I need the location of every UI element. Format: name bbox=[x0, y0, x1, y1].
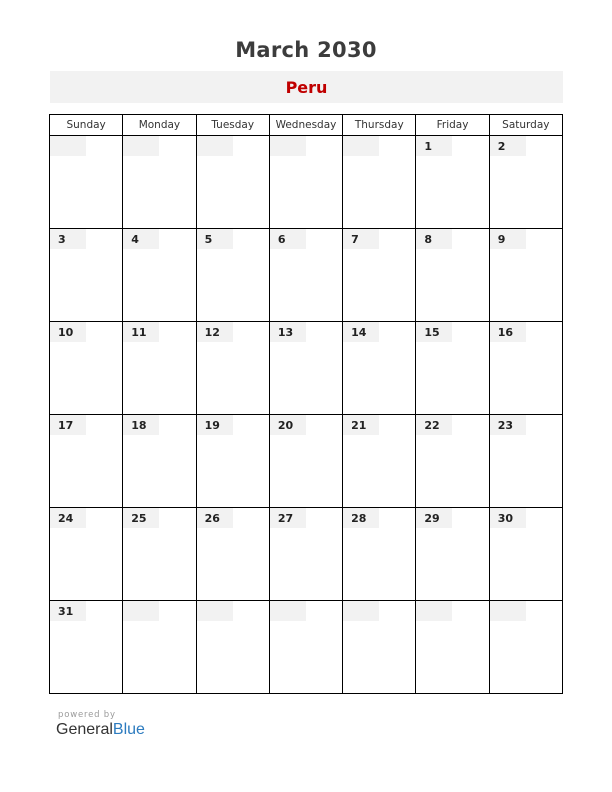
day-cell bbox=[489, 415, 562, 508]
day-number: 30 bbox=[497, 512, 513, 525]
day-number-box bbox=[197, 415, 233, 435]
day-number-box bbox=[416, 229, 452, 249]
empty-day-cell bbox=[489, 601, 562, 694]
day-number-box bbox=[123, 508, 159, 528]
day-number-box bbox=[343, 322, 379, 342]
day-number-box bbox=[270, 229, 306, 249]
page-title: March 2030 bbox=[235, 38, 377, 62]
day-number-box bbox=[50, 508, 86, 528]
day-cell bbox=[123, 229, 196, 322]
day-number: 18 bbox=[131, 419, 147, 432]
day-number: 9 bbox=[497, 233, 506, 246]
day-number-box bbox=[490, 136, 526, 156]
day-number-box bbox=[270, 415, 306, 435]
day-number-box bbox=[490, 415, 526, 435]
day-cell bbox=[269, 508, 342, 601]
day-number: 23 bbox=[497, 419, 513, 432]
day-cell bbox=[489, 229, 562, 322]
day-number: 12 bbox=[204, 326, 220, 339]
day-cell bbox=[196, 508, 269, 601]
empty-day-cell bbox=[269, 601, 342, 694]
day-number: 7 bbox=[351, 233, 359, 246]
day-number: 31 bbox=[58, 605, 74, 618]
weekday-header: Saturday bbox=[489, 115, 562, 136]
day-number: 3 bbox=[58, 233, 66, 246]
day-number-box bbox=[490, 322, 526, 342]
day-number-box bbox=[343, 601, 379, 621]
calendar-body bbox=[50, 136, 563, 694]
day-number-box bbox=[50, 229, 86, 249]
day-number-box bbox=[123, 136, 159, 156]
empty-day-cell bbox=[416, 601, 489, 694]
day-number-box bbox=[123, 322, 159, 342]
day-number: 25 bbox=[131, 512, 147, 525]
day-number-box bbox=[416, 415, 452, 435]
brand-footer bbox=[56, 710, 145, 739]
day-number: 28 bbox=[351, 512, 367, 525]
weekday-header: Sunday bbox=[50, 115, 123, 136]
day-cell bbox=[50, 229, 123, 322]
logo-blue: Blue bbox=[112, 721, 145, 738]
day-cell bbox=[416, 322, 489, 415]
day-cell bbox=[269, 322, 342, 415]
day-cell bbox=[416, 136, 489, 229]
week-row bbox=[50, 322, 563, 415]
day-cell bbox=[50, 415, 123, 508]
day-cell bbox=[123, 508, 196, 601]
day-number-box bbox=[416, 136, 452, 156]
day-cell bbox=[416, 508, 489, 601]
day-number-box bbox=[343, 136, 379, 156]
day-number-box bbox=[343, 415, 379, 435]
week-row bbox=[50, 508, 563, 601]
day-number-box bbox=[490, 508, 526, 528]
day-number: 10 bbox=[58, 326, 74, 339]
day-number: 11 bbox=[131, 326, 147, 339]
day-number: 22 bbox=[424, 419, 440, 432]
day-number: 14 bbox=[351, 326, 367, 339]
weekday-header-row bbox=[50, 115, 563, 136]
day-number-box bbox=[197, 136, 233, 156]
day-cell bbox=[343, 322, 416, 415]
empty-day-cell bbox=[196, 601, 269, 694]
day-number: 2 bbox=[497, 140, 506, 153]
day-number-box bbox=[416, 508, 452, 528]
day-cell bbox=[416, 415, 489, 508]
day-cell bbox=[196, 229, 269, 322]
day-number: 16 bbox=[497, 326, 513, 339]
empty-day-cell bbox=[50, 136, 123, 229]
logo-general: General bbox=[56, 721, 113, 738]
day-number-box bbox=[197, 322, 233, 342]
day-cell bbox=[343, 229, 416, 322]
day-number: 21 bbox=[351, 419, 367, 432]
day-cell bbox=[416, 229, 489, 322]
day-number-box bbox=[270, 601, 306, 621]
day-number: 8 bbox=[424, 233, 433, 246]
day-cell bbox=[269, 229, 342, 322]
week-row bbox=[50, 601, 563, 694]
day-number: 4 bbox=[131, 233, 139, 246]
day-number-box bbox=[123, 229, 159, 249]
day-number-box bbox=[416, 601, 452, 621]
weekday-header: Friday bbox=[416, 115, 489, 136]
day-number-box bbox=[490, 229, 526, 249]
day-number-box bbox=[50, 322, 86, 342]
day-cell bbox=[50, 322, 123, 415]
empty-day-cell bbox=[269, 136, 342, 229]
day-number-box bbox=[197, 508, 233, 528]
day-number-box bbox=[270, 508, 306, 528]
day-cell bbox=[343, 415, 416, 508]
day-number-box bbox=[50, 136, 86, 156]
empty-day-cell bbox=[123, 136, 196, 229]
day-number: 20 bbox=[277, 419, 294, 432]
day-number-box bbox=[343, 229, 379, 249]
day-cell bbox=[343, 508, 416, 601]
day-number-box bbox=[416, 322, 452, 342]
day-number: 24 bbox=[58, 512, 74, 525]
day-number-box bbox=[50, 415, 86, 435]
empty-day-cell bbox=[343, 136, 416, 229]
day-number: 27 bbox=[277, 512, 294, 525]
day-number-box bbox=[123, 601, 159, 621]
day-number: 6 bbox=[277, 233, 286, 246]
day-number: 5 bbox=[204, 233, 213, 246]
day-number: 19 bbox=[204, 419, 220, 432]
day-cell bbox=[50, 508, 123, 601]
day-cell bbox=[123, 322, 196, 415]
day-number-box bbox=[270, 322, 306, 342]
day-number: 1 bbox=[424, 140, 433, 153]
day-number-box bbox=[197, 229, 233, 249]
day-number-box bbox=[490, 601, 526, 621]
country-banner bbox=[50, 71, 563, 103]
day-number-box bbox=[343, 508, 379, 528]
powered-by-text: powered by bbox=[58, 710, 116, 720]
day-number-box bbox=[197, 601, 233, 621]
day-number-box bbox=[50, 601, 86, 621]
day-number: 17 bbox=[58, 419, 74, 432]
week-row bbox=[50, 229, 563, 322]
day-cell bbox=[489, 322, 562, 415]
weekday-header: Wednesday bbox=[269, 115, 342, 136]
empty-day-cell bbox=[123, 601, 196, 694]
weekday-header: Monday bbox=[123, 115, 196, 136]
day-number: 26 bbox=[204, 512, 220, 525]
generalblue-logo bbox=[56, 721, 145, 739]
calendar-grid bbox=[49, 114, 563, 694]
day-cell bbox=[50, 601, 123, 694]
day-number-box bbox=[270, 136, 306, 156]
day-cell bbox=[489, 508, 562, 601]
weekday-header: Thursday bbox=[343, 115, 416, 136]
week-row bbox=[50, 136, 563, 229]
empty-day-cell bbox=[343, 601, 416, 694]
country-name: Peru bbox=[285, 77, 328, 97]
day-cell bbox=[196, 322, 269, 415]
weekday-header: Tuesday bbox=[196, 115, 269, 136]
day-number: 15 bbox=[424, 326, 440, 339]
week-row bbox=[50, 415, 563, 508]
day-number: 29 bbox=[424, 512, 440, 525]
day-cell bbox=[489, 136, 562, 229]
day-cell bbox=[269, 415, 342, 508]
day-number-box bbox=[123, 415, 159, 435]
day-cell bbox=[123, 415, 196, 508]
day-cell bbox=[196, 415, 269, 508]
empty-day-cell bbox=[196, 136, 269, 229]
day-number: 13 bbox=[277, 326, 294, 339]
